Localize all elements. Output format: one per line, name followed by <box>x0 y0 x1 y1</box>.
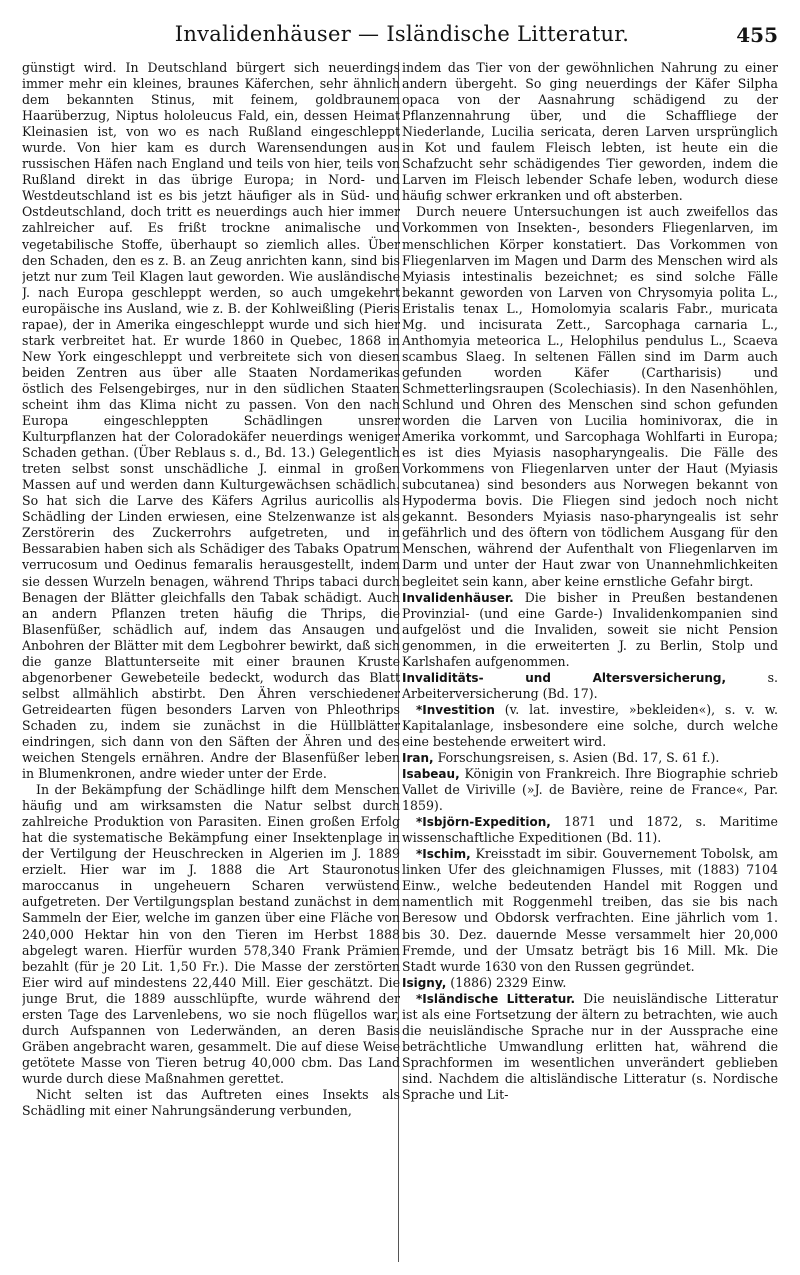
entry-text: Königin von Frankreich. Ihre Biographie schrieb Vallet de Viriville (»J. de Bavière, reine de France«, Par. 1859). <box>402 766 778 814</box>
entry-headword: *Isländische Litteratur. <box>416 991 576 1006</box>
entry-headword: *Ischim, <box>416 847 471 862</box>
entry-investition <box>402 702 778 750</box>
entry-headword: Isigny, <box>402 975 447 990</box>
entry-headword: *Isbjörn-Expedition, <box>416 815 551 830</box>
left-column <box>22 60 400 1265</box>
paragraph: Durch neuere Untersuchungen ist auch zweifellos das Vorkommen von Insekten-, besonders Fliegenlarven, im menschlichen Körper konstatiert. Das Vorkommen von Fliegenlarven im Magen und Darm des Menschen wird als Myiasis intestinalis bezeichnet; es sind solche Fälle bekannt geworden von Larven von Chrysomyia polita L., Eristalis tenax L., Homolomyia scalaris Fabr., muricata Mg. und incisurata Zett., Sarcophaga carnaria L., Anthomyia meteorica L., Helophilus pendulus L., Scaeva scambus Slaeg. In seltenen Fällen sind im Darm auch gefunden worden Käfer (Cartharisis) und Schmetterlingsraupen (Scolechiasis). In den Nasenhöhlen, Schlund und Ohren des Menschen sind schon gefunden worden die Larven von Lucilia hominivorax, die in Amerika vorkommt, und Sarcophaga Wohlfarti in Europa; es ist dies Myiasis nasopharyngealis. Die Fälle des Vorkommens von Fliegenlarven unter der Haut (Myiasis subcutanea) sind besonders aus Norwegen bekannt von Hypoderma bovis. Die Fliegen sind jedoch noch nicht gekannt. Besonders Myiasis naso-pharyngealis ist sehr gefährlich und des öftern von tödlichem Ausgang für den Menschen, während der Aufenthalt von Fliegenlarven im Darm und unter der Haut zwar von Unannehmlichkeiten begleitet sein kann, aber keine ernstliche Gefahr birgt. <box>402 204 778 589</box>
entry-invaliditaetsversicherung <box>402 670 778 702</box>
paragraph: Nicht selten ist das Auftreten eines Insekts als Schädling mit einer Nahrungsänderung verbunden, <box>22 1087 400 1119</box>
page-header <box>26 22 778 52</box>
entry-text: Die bisher in Preußen bestandenen Provinzial- (und eine Garde-) Invalidenkompanien sind aufgelöst und die Invaliden, soweit sie nicht Pension genommen, in die erweiterten J. zu Berlin, Stolp und Karlshafen aufgenommen. <box>402 589 778 669</box>
entry-text: Die neuisländische Litteratur ist als eine Fortsetzung der ältern zu betrachten, wie auch die neuisländische Sprache nur in der Aussprache eine beträchtliche Umwandlung erlitten hat, während die Sprachformen im wesentlichen unverändert geblieben sind. Nachdem die altisländische Litteratur (s. Nordische Sprache und Lit- <box>402 990 778 1102</box>
entry-text: s. Arbeiterversicherung (Bd. 17). <box>402 669 778 701</box>
paragraph: indem das Tier von der gewöhnlichen Nahrung zu einer andern übergeht. So ging neuerdings der Käfer Silpha opaca von der Aasnahrung schädigend zu der Pflanzennahrung über, und die Schaffliege der Niederlande, Lucilia sericata, deren Larven ursprünglich in Kot und faulem Fleisch lebten, ist heute ein die Schafzucht sehr schädigendes Tier geworden, indem die Larven im Fleisch lebender Schafe leben, wodurch diese häufig schwer erkranken und oft absterben. <box>402 60 778 204</box>
entry-isbjoern-expedition <box>402 814 778 846</box>
entry-ischim <box>402 846 778 974</box>
right-column <box>402 60 778 1265</box>
page-number: 455 <box>736 23 778 47</box>
entry-text: (1886) 2329 Einw. <box>446 974 567 990</box>
entry-text: (v. lat. investire, »bekleiden«), s. v. w. Kapitalanlage, insbesondere eine solche, durch welche eine bestehende erweitert wird. <box>402 701 778 749</box>
entry-text: Forschungsreisen, s. Asien (Bd. 17, S. 61 f.). <box>433 750 720 766</box>
entry-text: 1871 und 1872, s. Maritime wissenschaftliche Expeditionen (Bd. 11). <box>402 814 778 846</box>
entry-headword: *Investition <box>416 702 495 717</box>
entry-headword: Iran, <box>402 751 434 766</box>
entry-islaendische-litteratur <box>402 991 778 1103</box>
paragraph: In der Bekämpfung der Schädlinge hilft dem Menschen häufig und am wirksamsten die Natur selbst durch zahlreiche Produktion von Parasiten. Einen großen Erfolg hat die systematische Bekämpfung einer Insektenplage in der Vertilgung der Heuschrecken in Algerien im J. 1889 erzielt. Hier war im J. 1888 die Art Stauronotus maroccanus in ungeheuern Scharen verwüstend aufgetreten. Der Vertilgungsplan bestand zunächst in dem Sammeln der Eier, welche im ganzen über eine Fläche von 240,000 Hektar hin von den Tieren im Herbst 1888 abgelegt waren. Hierfür wurden 578,340 Frank Prämien bezahlt (für je 20 Lit. 1,50 Fr.). Die Masse der zerstörten Eier wird auf mindestens 22,440 Mill. Eier geschätzt. Die junge Brut, die 1889 ausschlüpfte, wurde während der ersten Tage des Larvenlebens, wo sie noch flügellos war, durch Aufspannen von Lederwänden, an deren Basis Gräben angebracht waren, gesammelt. Die auf diese Weise getötete Masse von Tieren betrug 40,000 cbm. Das Land wurde durch diese Maßnahmen gerettet. <box>22 782 400 1086</box>
running-title: Invalidenhäuser — Isländische Litteratur. <box>174 22 630 46</box>
entry-headword: Isabeau, <box>402 767 460 782</box>
paragraph: günstigt wird. In Deutschland bürgert sich neuerdings immer mehr ein kleines, braunes Käferchen, sehr ähnlich dem bekannten Stinus, mit feinem, goldbraunem Haarüberzug, Niptus hololeucus Fald, ein, dessen Heimat Kleinasien ist, von wo es nach Rußland eingeschleppt wurde. Von hier kam es durch Warensendungen aus russischen Häfen nach England und teils von hier, teils von Rußland direkt in das übrige Europa; in Nord- und Westdeutschland ist es bis jetzt häufiger als in Süd- und Ostdeutschland, doch tritt es neuerdings auch hier immer zahlreicher auf. Es frißt trockne animalische und vegetabilische Stoffe, überhaupt so ziemlich alles. Über den Schaden, den es z. B. an Zeug anrichten kann, sind bis jetzt nur zum Teil Klagen laut geworden. Wie ausländische J. nach Europa geschleppt werden, so auch umgekehrt europäische ins Ausland, wie z. B. der Kohlweißling (Pieris rapae), der in Amerika eingeschleppt wurde und sich hier stark verbreitet hat. Er wurde 1860 in Quebec, 1868 in New York eingeschleppt und verbreitete sich von diesen beiden Zentren aus über alle Staaten Nordamerikas östlich des Felsengebirges, nur in den südlichen Staaten scheint ihm das Klima nicht zu passen. Von den nach Europa eingeschleppten Schädlingen unsrer Kulturpflanzen hat der Coloradokäfer neuerdings weniger Schaden gethan. (Über Reblaus s. d., Bd. 13.) Gelegentlich treten selbst sonst unschädliche J. einmal in großen Massen auf und werden dann Kulturgewächsen schädlich. So hat sich die Larve des Käfers Agrilus auricollis als Schädling der Linden erwiesen, eine Stelzenwanze ist als Zerstörerin des Zuckerrohrs aufgetreten, und in Bessarabien haben sich als Schädiger des Tabaks Opatrum verrucosum und Oedinus femaralis herausgestellt, indem sie dessen Wurzeln benagen, während Thrips tabaci durch Benagen der Blätter gleichfalls den Tabak schädigt. Auch an andern Pflanzen treten häufig die Thrips, die Blasenfüßer, schädlich auf, indem das Ansaugen und Anbohren der Blätter mit dem Legbohrer bewirkt, daß sich die ganze Blattunterseite mit einer braunen Kruste abgenorbener Gewebeteile bedeckt, wodurch das Blatt selbst allmählich abstirbt. Den Ähren verschiedener Getreidearten fügen besonders Larven von Phleothrips Schaden zu, indem sie zunächst in die Hüllblätter eindringen, sich dann von den Säften der Ähren und des weichen Stengels ernähren. Andre der Blasenfüßer leben in Blumenkronen, andre wieder unter der Erde. <box>22 60 400 782</box>
entry-iran <box>402 750 778 766</box>
entry-isabeau <box>402 766 778 814</box>
entry-headword: Invaliditäts- und Altersversicherung, <box>402 670 727 685</box>
entry-invalidenhaeuser <box>402 590 778 670</box>
entry-headword: Invalidenhäuser. <box>402 590 514 605</box>
entry-text: Kreisstadt im sibir. Gouvernement Tobolsk, am linken Ufer des gleichnamigen Flusses, mit (1883) 7104 Einw., welche bedeutenden Handel mit Roggen und namentlich mit Roggenmehl treiben, das sie bis nach Beresow und Obdorsk verfrachten. Eine jährlich vom 1. bis 30. Dez. dauernde Messe versammelt hier 20,000 Fremde, und der Umsatz beträgt bis 16 Mill. Mk. Die Stadt wurde 1630 von den Russen gegründet. <box>402 846 778 974</box>
entry-isigny <box>402 975 778 991</box>
